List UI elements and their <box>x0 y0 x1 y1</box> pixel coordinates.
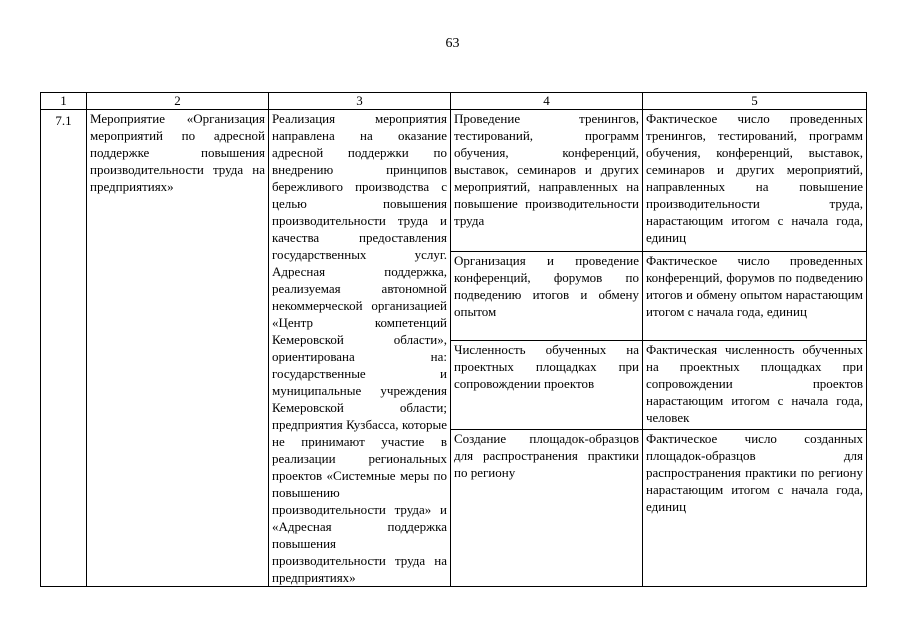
table-row <box>41 110 867 252</box>
indicator-cell: Фактическое число созданных площадок-образцов для распространения практики по региону нарастающим итогом с начала года, единиц <box>643 430 867 587</box>
indicator-cell: Фактическое число проведенных тренингов, тестирований, программ обучения, конференций, выставок, семинаров и других мероприятий, направленных на повышение производительности труда, нарастающим итогом с начала года, единиц <box>643 110 867 252</box>
table-header-row <box>41 93 867 110</box>
result-cell: Численность обученных на проектных площадках при сопровождении проектов <box>451 341 643 430</box>
result-cell: Проведение тренингов, тестирований, программ обучения, конференций, выставок, семинаров и других мероприятий, направленных на повышение производительности труда <box>451 110 643 252</box>
event-name-cell: Мероприятие «Организация мероприятий по адресной поддержке повышения производительности труда на предприятиях» <box>87 110 269 587</box>
column-number-1: 1 <box>41 93 87 110</box>
measures-table <box>40 92 867 587</box>
row-number-cell: 7.1 <box>41 110 87 587</box>
column-number-2: 2 <box>87 93 269 110</box>
indicator-cell: Фактическое число проведенных конференций, форумов по подведению итогов и обмену опытом нарастающим итогом с начала года, единиц <box>643 252 867 341</box>
result-cell: Создание площадок-образцов для распространения практики по региону <box>451 430 643 587</box>
column-number-5: 5 <box>643 93 867 110</box>
column-number-4: 4 <box>451 93 643 110</box>
event-description-cell: Реализация мероприятия направлена на оказание адресной поддержки по внедрению принципов бережливого производства с целью повышения производительности труда и качества предоставления государственных услуг. Адресная поддержка, реализуемая автономной некоммерческой организацией «Центр компетенций Кемеровской области», ориентирована на: государственные и муниципальные учреждения Кемеровской области; предприятия Кузбасса, которые не принимают участие в реализации региональных проектов «Системные меры по повышению производительности труда» и «Адресная поддержка повышения производительности труда на предприятиях» <box>269 110 451 587</box>
page-number: 63 <box>445 36 460 51</box>
column-number-3: 3 <box>269 93 451 110</box>
indicator-cell: Фактическая численность обученных на проектных площадках при сопровождении проектов нарастающим итогом с начала года, человек <box>643 341 867 430</box>
result-cell: Организация и проведение конференций, форумов по подведению итогов и обмену опытом <box>451 252 643 341</box>
